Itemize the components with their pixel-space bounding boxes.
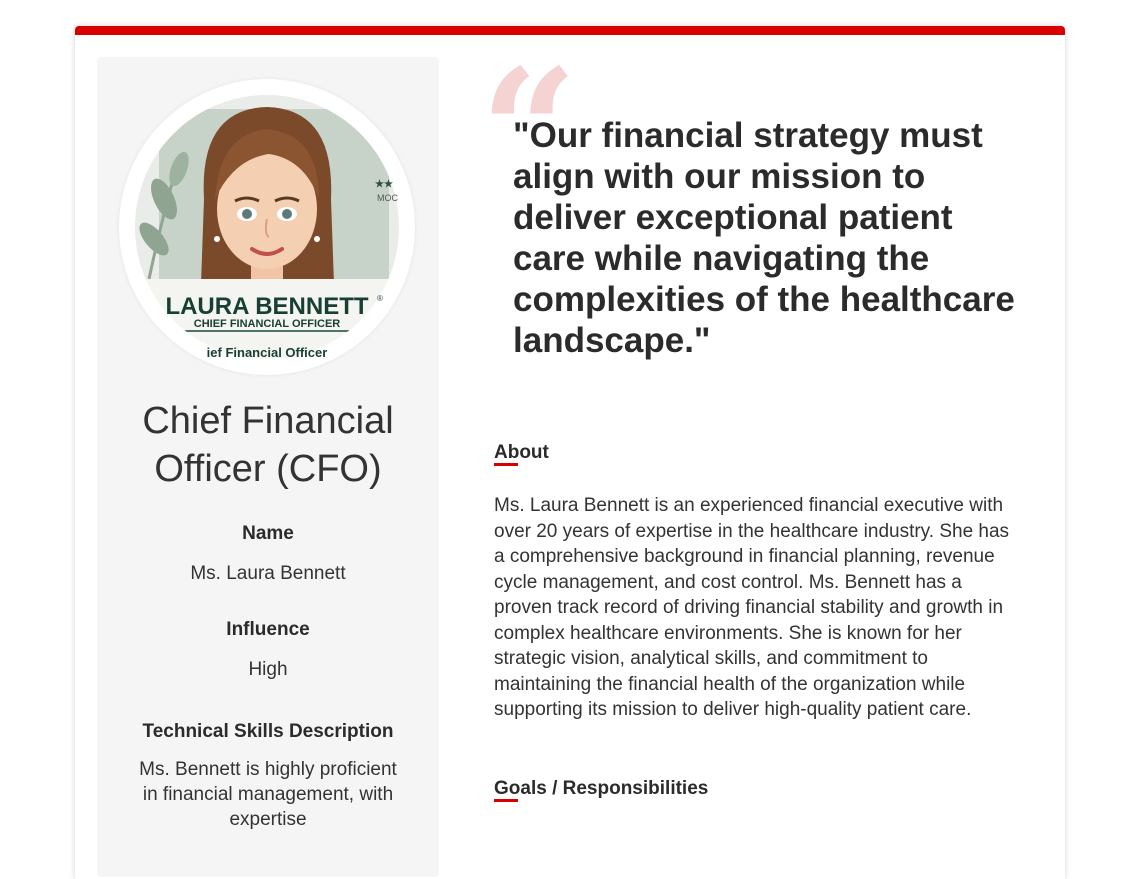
goals-underline	[494, 799, 518, 802]
goals-title: Goals / Responsibilities	[494, 778, 709, 799]
quote-text: "Our financial strategy must align with our mission to deliver exceptional patient care while navigating the complexities of the healthcare landscape."	[513, 116, 1015, 360]
badge-name: LAURA BENNETT	[165, 293, 369, 320]
badge-sub: ief Financial Officer	[206, 345, 328, 360]
skills-label: Technical Skills Description	[142, 721, 394, 742]
about-title: About	[494, 442, 549, 463]
badge-title: CHIEF FINANCIAL OFFICER	[193, 318, 341, 330]
name-label: Name	[242, 523, 294, 544]
badge-mark: ®	[377, 294, 383, 303]
badge-corner: MOC	[377, 193, 398, 203]
persona-card	[75, 26, 1065, 879]
avatar-illustration	[119, 79, 415, 375]
role-title: Chief Financial Officer (CFO)	[142, 400, 394, 490]
badge-stars: ★★	[375, 179, 393, 190]
about-underline	[494, 463, 518, 466]
avatar	[119, 79, 415, 375]
influence-label: Influence	[226, 619, 310, 640]
skills-value: Ms. Bennett is highly proficient in financial management, with expertise	[139, 759, 397, 830]
quote-mark-icon: “	[480, 32, 578, 232]
about-text: Ms. Laura Bennett is an experienced financial executive with over 20 years of expertise in the healthcare industry. She has a comprehensive background in financial planning, revenue cycle management, and cost control. Ms. Bennett has a proven track record of driving financial stability and growth in complex healthcare environments. She is known for her strategic vision, analytical skills, and commitment to maintaining the financial health of the organization while supporting its mission to deliver high-quality patient care.	[494, 495, 1010, 720]
name-value: Ms. Laura Bennett	[190, 563, 346, 584]
profile-panel	[97, 57, 439, 877]
influence-value: High	[248, 659, 288, 680]
